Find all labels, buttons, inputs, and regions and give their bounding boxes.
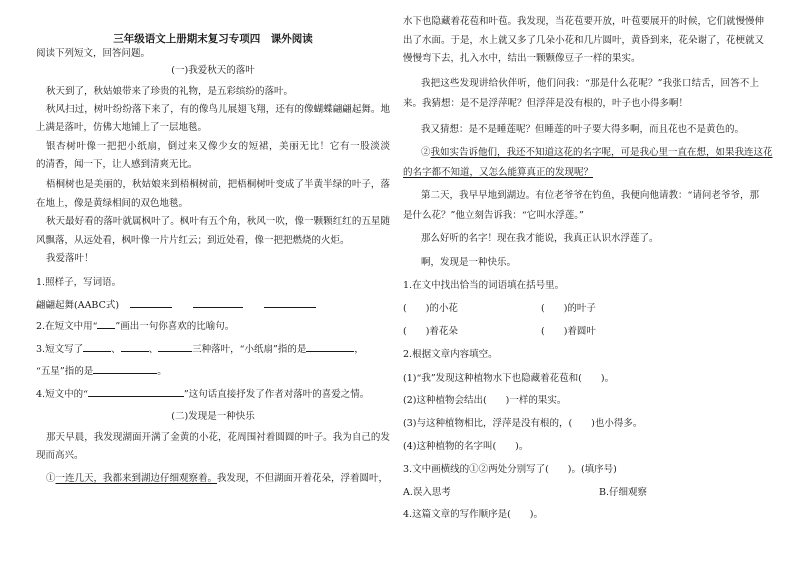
passage2-line: 那么好听的名字！现在我才能说，我真正认识水浮莲了。: [421, 233, 659, 244]
passage1-line: 梧桐树也是美丽的，秋姑娘来到梧桐树前，把梧桐树叶变成了半黄半绿的叶子，落: [46, 179, 390, 190]
question1-3: 3.短文写了 、 、 三种落叶，“小纸扇”指的是 ，: [36, 341, 364, 356]
passage1-heading: (一)我爱秋天的落叶: [171, 65, 255, 76]
example-word: 翩翩起舞(AABC式): [36, 300, 120, 311]
answer-blank[interactable]: [130, 297, 172, 308]
question2-4[interactable]: 4.这篇文章的写作顺序是( )。: [403, 509, 543, 520]
right-column: [403, 0, 773, 561]
question1-4: 4.短文中的“ ”这句话直接抒发了作者对落叶的喜爱之情。: [36, 386, 369, 401]
answer-blank[interactable]: [158, 341, 192, 352]
question2-2-1[interactable]: (1)“我”发现这种植物水下也隐藏着花苞和( )。: [403, 373, 615, 384]
passage2-line: [403, 166, 593, 179]
question1-1-answers: [36, 297, 316, 312]
passage2-line: 来。我猜想：是不是浮萍呢？但浮萍是没有根的，叶子也小得多啊！: [403, 98, 689, 109]
question2-3[interactable]: 3.文中画横线的①②两处分别写了( )。(填序号): [403, 464, 617, 475]
underlined-sentence-2: 我如实告诉他们，我还不知道这花的名字呢，可是我心里一直在想，如果我连这花: [430, 147, 773, 158]
passage2-line: 慢慢弯下去，扎入水中，结出一颗颗像豆子一样的果实。: [403, 53, 641, 64]
underlined-sentence-2-cont: 的名字都不知道，又怎么能算真正的发现呢？: [403, 167, 594, 178]
passage2-line: 第二天，我早早地到湖边。有位老爷爷在钓鱼，我便向他请教：“请问老爷爷，那: [421, 190, 759, 201]
passage1-line: 秋天最好看的落叶就属枫叶了。枫叶有五个角，秋风一吹，像一颗颗红红的五星随: [46, 216, 390, 227]
fill-item[interactable]: ( )着圆叶: [541, 326, 596, 337]
instruction: 阅读下列短文，回答问题。: [36, 48, 151, 59]
option-b[interactable]: B.仔细观察: [599, 487, 648, 498]
question1-2: 2.在短文中用“ ”画出一句你喜欢的比喻句。: [36, 318, 234, 333]
answer-blank[interactable]: [88, 386, 184, 397]
passage1-line: 风飘落，从远处看，枫叶像一片片红云；到近处看，像一把把燃烧的火炬。: [36, 235, 350, 246]
passage2-line: 是什么花？”他立刻告诉我：“它叫水浮莲。”: [403, 210, 584, 221]
answer-blank[interactable]: [97, 318, 115, 329]
fill-item[interactable]: ( )着花朵: [403, 326, 458, 337]
answer-blank[interactable]: [83, 341, 111, 352]
answer-blank[interactable]: [93, 363, 157, 374]
passage1-line: 银杏树叶像一把把小纸扇，倒过来又像少女的短裙，美丽无比！它有一股淡淡: [46, 141, 390, 152]
question2-1: 1.在文中找出恰当的词语填在括号里。: [403, 280, 565, 291]
question1-3-cont: “五星”指的是 。: [36, 363, 167, 378]
passage1-line: 上满是落叶，仿佛大地铺上了一层地毯。: [36, 122, 208, 133]
answer-blank[interactable]: [193, 297, 243, 308]
passage2-line: ②我如实告诉他们，我还不知道这花的名字呢，可是我心里一直在想，如果我连这花: [421, 147, 773, 158]
passage1-line: 秋天到了，秋姑娘带来了珍贵的礼物，是五彩缤纷的落叶。: [46, 86, 294, 97]
passage2-line: 水下也隐藏着花苞和叶苞。我发现，当花苞要开放，叶苞要展开的时候，它们就慢慢伸: [403, 16, 765, 27]
option-a[interactable]: A.误入思考: [403, 487, 451, 498]
question2-2-3[interactable]: (3)与这种植物相比，浮萍是没有根的，( )也小得多。: [403, 418, 643, 429]
answer-blank[interactable]: [264, 297, 316, 308]
fill-item[interactable]: ( )的小花: [403, 303, 458, 314]
question2-2: 2.根据文章内容填空。: [403, 349, 498, 360]
passage1-line: 的清香，闻一下，让人感到清爽无比。: [36, 159, 198, 170]
passage2-line: 出了水面。于是，水上就又多了几朵小花和几片圆叶，黄昏到来，花朵谢了，花梗就又: [403, 35, 765, 46]
left-column: [36, 0, 390, 561]
passage2-line: 我把这些发现讲给伙伴听，他们问我：“那是什么花呢？”我张口结舌，回答不上: [421, 78, 759, 89]
fill-item[interactable]: ( )的叶子: [541, 303, 596, 314]
passage2-line: ①一连几天，我都来到湖边仔细观察着。我发现，不但湖面开着花朵，浮着圆叶，: [46, 473, 389, 484]
passage1-line: 秋风扫过，树叶纷纷落下来了，有的像鸟儿展翅飞翔，还有的像蝴蝶翩翩起舞。地: [46, 104, 390, 115]
underlined-sentence-1: 一连几天，我都来到湖边仔细观察着。: [55, 473, 218, 484]
passage1-line: 我爱落叶！: [46, 253, 94, 264]
passage1-line: 在地上，像是黄绿相间的双色地毯。: [36, 198, 189, 209]
passage2-line: 那天早晨，我发现湖面开满了金黄的小花，花周围衬着圆圆的叶子。我为自己的发: [46, 432, 390, 443]
question2-2-2[interactable]: (2)这种植物会结出( )一样的果实。: [403, 395, 567, 406]
passage2-line: 我又猜想：是不是睡莲呢？但睡莲的叶子要大得多啊，而且花也不是黄色的。: [421, 124, 745, 135]
question2-2-4[interactable]: (4)这种植物的名字叫( )。: [403, 441, 529, 452]
passage2-line: 现而高兴。: [36, 450, 84, 461]
question1-1: 1.照样子，写词语。: [36, 277, 122, 288]
passage2-line: 啊，发现是一种快乐。: [421, 257, 517, 268]
answer-blank[interactable]: [306, 341, 354, 352]
answer-blank[interactable]: [121, 341, 149, 352]
document-title: 三年级语文上册期末复习专项四 课外阅读: [113, 33, 313, 45]
passage2-heading: (二)发现是一种快乐: [171, 411, 255, 422]
